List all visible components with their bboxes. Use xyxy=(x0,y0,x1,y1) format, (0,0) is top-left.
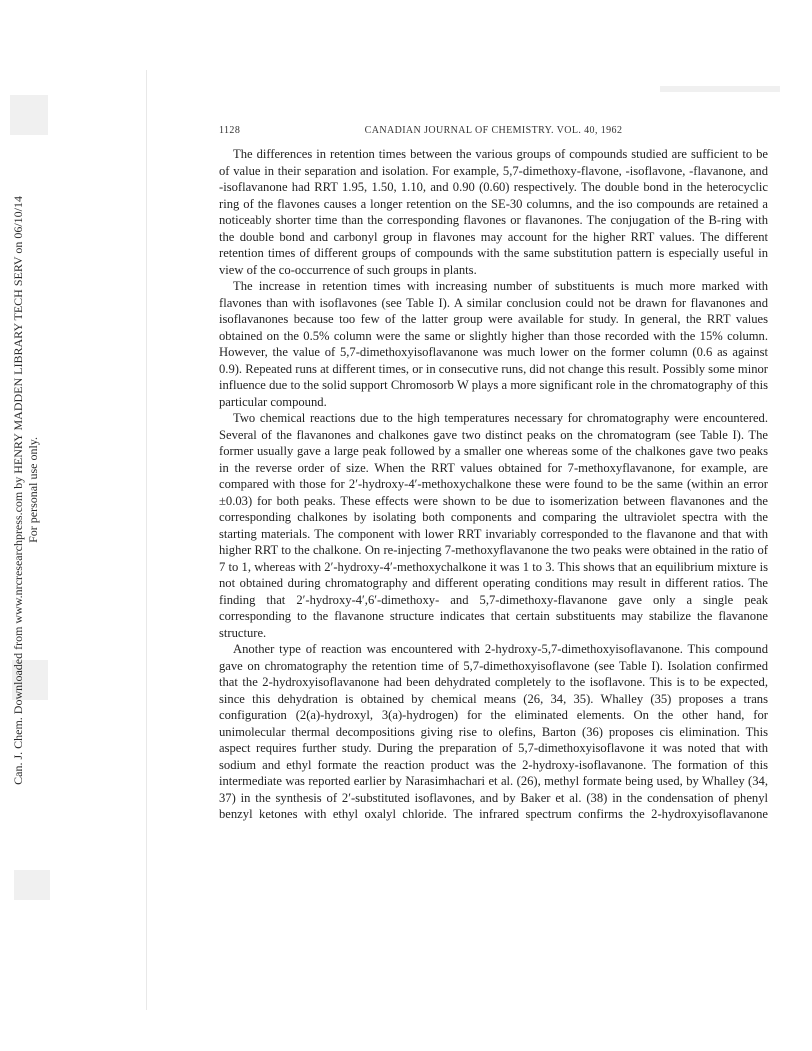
journal-title: CANADIAN JOURNAL OF CHEMISTRY. VOL. 40, 1962 xyxy=(364,125,623,136)
paragraph: Another type of reaction was encountered with 2-hydroxy-5,7-dimethoxyisoflavanone. This compound gave on chromatography the retention time of 5,7-dimethoxyisoflavone (see Table I). Isolation confirmed that the 2-hydroxyisoflavanone had been dehydrated completely to the isoflavone. This is to be expected, since this dehydration is obtained by chemical means (26, 34, 35). Whalley (35) proposes a trans configuration (2(a)-hydroxyl, 3(a)-hydrogen) for the eliminated elements. On the other hand, for unimolecular thermal decompositions giving rise to olefins, Barton (36) proposes cis elimination. This aspect requires further study. During the preparation of 5,7-dimethoxyisoflavone it was noted that with sodium and ethyl formate the reaction product was the 2-hydroxy-isoflavanone. The formation of this intermediate was reported earlier by Narasimhachari et al. (26), methyl formate being used, by Whalley (34, 37) in the synthesis of 2′-substituted isoflavones, and by Baker et al. (38) in the condensation of phenyl benzyl ketones with ethyl oxalyl chloride. The infrared spectrum confirms the 2-hydroxyisoflavanone xyxy=(219,642,768,821)
paragraph: The differences in retention times between the various groups of compounds studied are sufficient to be of value in their separation and isolation. For example, 5,7-dimethoxy-flavone, -isoflavone, -flavanone, and -isoflavanone had RRT 1.95, 1.50, 1.10, and 0.90 (0.60) respectively. The double bond in the heterocyclic ring of the flavones causes a longer retention on the SE-30 columns, and the iso compounds are retained a noticeably shorter time than the corresponding flavones or flavanones. The conjugation of the B-ring with the double bond and carbonyl group in flavones may account for the higher RRT values. The different retention times of different groups of compounds with the same substitution pattern is especially useful in view of the co-occurrence of such groups in plants. xyxy=(219,147,768,277)
scan-speckle xyxy=(10,95,48,135)
paragraph: The increase in retention times with increasing number of substituents is much more marked with flavones than with isoflavones (see Table I). A similar conclusion could not be drawn for flavanones and isoflavanones because too few of the latter group were available for study. In general, the RRT values obtained on the 0.5% column were the same or slightly higher than those recorded with the 15% column. However, the value of 5,7-dimethoxyisoflavanone was much lower on the former column (0.6 as against 0.9). Repeated runs at different times, or in consecutive runs, did not change this result. Possibly some minor influence due to the solid support Chromosorb W plays a more significant role in the chromatography of this particular compound. xyxy=(219,279,768,409)
article-body xyxy=(219,146,768,823)
page-number: 1128 xyxy=(219,125,241,136)
scan-speckle xyxy=(660,86,780,92)
download-notice xyxy=(2,140,50,840)
download-notice-line: Can. J. Chem. Downloaded from www.nrcresearchpress.com by HENRY MADDEN LIBRARY TECH SERV on 06/10/14 xyxy=(11,195,25,785)
download-notice-line: For personal use only. xyxy=(26,437,40,543)
scan-speckle xyxy=(14,870,50,900)
paragraph: Two chemical reactions due to the high temperatures necessary for chromatography were encountered. Several of the flavanones and chalkones gave two distinct peaks on the chromatogram (see Table I). The former usually gave a large peak followed by a smaller one whereas some of the chalkones gave two peaks in the reverse order of size. When the RRT values obtained for 7-methoxyflavanone, for example, are compared with those for 2′-hydroxy-4′-methoxychalkone these were found to be the same (within an error ±0.03) for both peaks. These effects were shown to be due to isomerization between flavanones and the corresponding chalkones by isolating both components and comparing the ultraviolet spectra with the starting materials. The component with lower RRT invariably corresponded to the flavanone and that with higher RRT to the chalkone. On re-injecting 7-methoxyflavanone the two peaks were obtained in the ratio of 7 to 1, whereas with 2′-hydroxy-4′-methoxychalkone it was 1 to 3. This shows that an equilibrium mixture is not obtained during chromatography and different operating conditions may result in different ratios. The finding that 2′-hydroxy-4′,6′-dimethoxy- and 5,7-dimethoxy-flavanone gave only a single peak corresponding to the flavanone structure indicates that certain substituents may stabilize the flavanone structure. xyxy=(219,411,768,640)
page-edge-line xyxy=(146,70,147,1010)
